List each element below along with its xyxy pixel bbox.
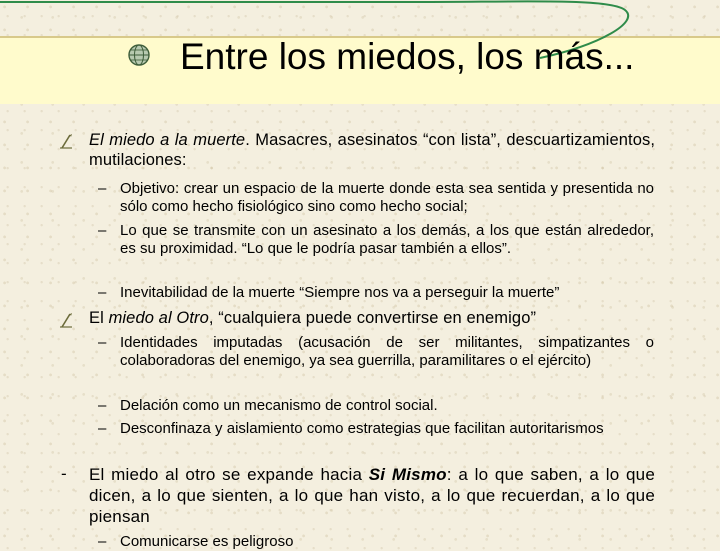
sub-item-text: Delación como un mecanismo de control social. (120, 397, 438, 414)
bullet-fear-expands (89, 464, 655, 527)
sub-item-text: Lo que se transmite con un asesinato a los demás, a los que están alrededor, es su proximidad. “Lo que le podría pasar también a ellos”. (120, 222, 654, 257)
bullet-text: , “cualquiera puede convertirse en enemigo” (208, 309, 537, 327)
bullet-lead: miedo al Otro (108, 309, 209, 327)
bullet-fear-of-other (89, 308, 536, 328)
page-title: Entre los miedos, los más... (180, 36, 635, 77)
bullet-text: : a lo que saben, a lo que dicen, a lo que sienten, a lo que han visto, a lo que recuerdan, a lo que piensan (89, 465, 655, 526)
quill-bullet-icon (59, 312, 73, 328)
dash-marker: – (98, 284, 107, 301)
dash-marker: – (98, 420, 107, 437)
dash-marker: – (98, 334, 107, 351)
bullet-fear-of-death (89, 130, 655, 170)
bullet-lead: Si Mismo (368, 465, 447, 484)
dash-marker: – (98, 180, 107, 197)
sub-item-text: Identidades imputadas (acusación de ser militantes, simpatizantes o colaboradoras del enemigo, ya sea guerrilla, paramilitares o el ejército) (120, 334, 654, 369)
dash-bullet-marker: - (61, 464, 67, 483)
bullet-text: . Masacres, asesinatos “con lista”, descuartizamientos, mutilaciones: (89, 131, 656, 169)
sub-item-text: Inevitabilidad de la muerte “Siempre nos va a perseguir la muerte” (120, 284, 560, 301)
sub-item-text: Comunicarse es peligroso (120, 533, 294, 550)
sub-item-text: Objetivo: crear un espacio de la muerte donde esta sea sentida y presentida no sólo como hecho fisiológico sino como hecho social; (120, 180, 654, 215)
dash-marker: – (98, 222, 107, 239)
quill-bullet-icon (59, 133, 73, 149)
bullet-text: El miedo al otro se expande hacia (89, 465, 369, 484)
bullet-text: El (89, 309, 109, 327)
globe-bullet-icon (127, 43, 151, 67)
dash-marker: – (98, 533, 107, 550)
dash-marker: – (98, 397, 107, 414)
bullet-lead: El miedo a la muerte (89, 131, 246, 149)
sub-item-text: Desconfinaza y aislamiento como estrategias que facilitan autoritarismos (120, 420, 604, 437)
